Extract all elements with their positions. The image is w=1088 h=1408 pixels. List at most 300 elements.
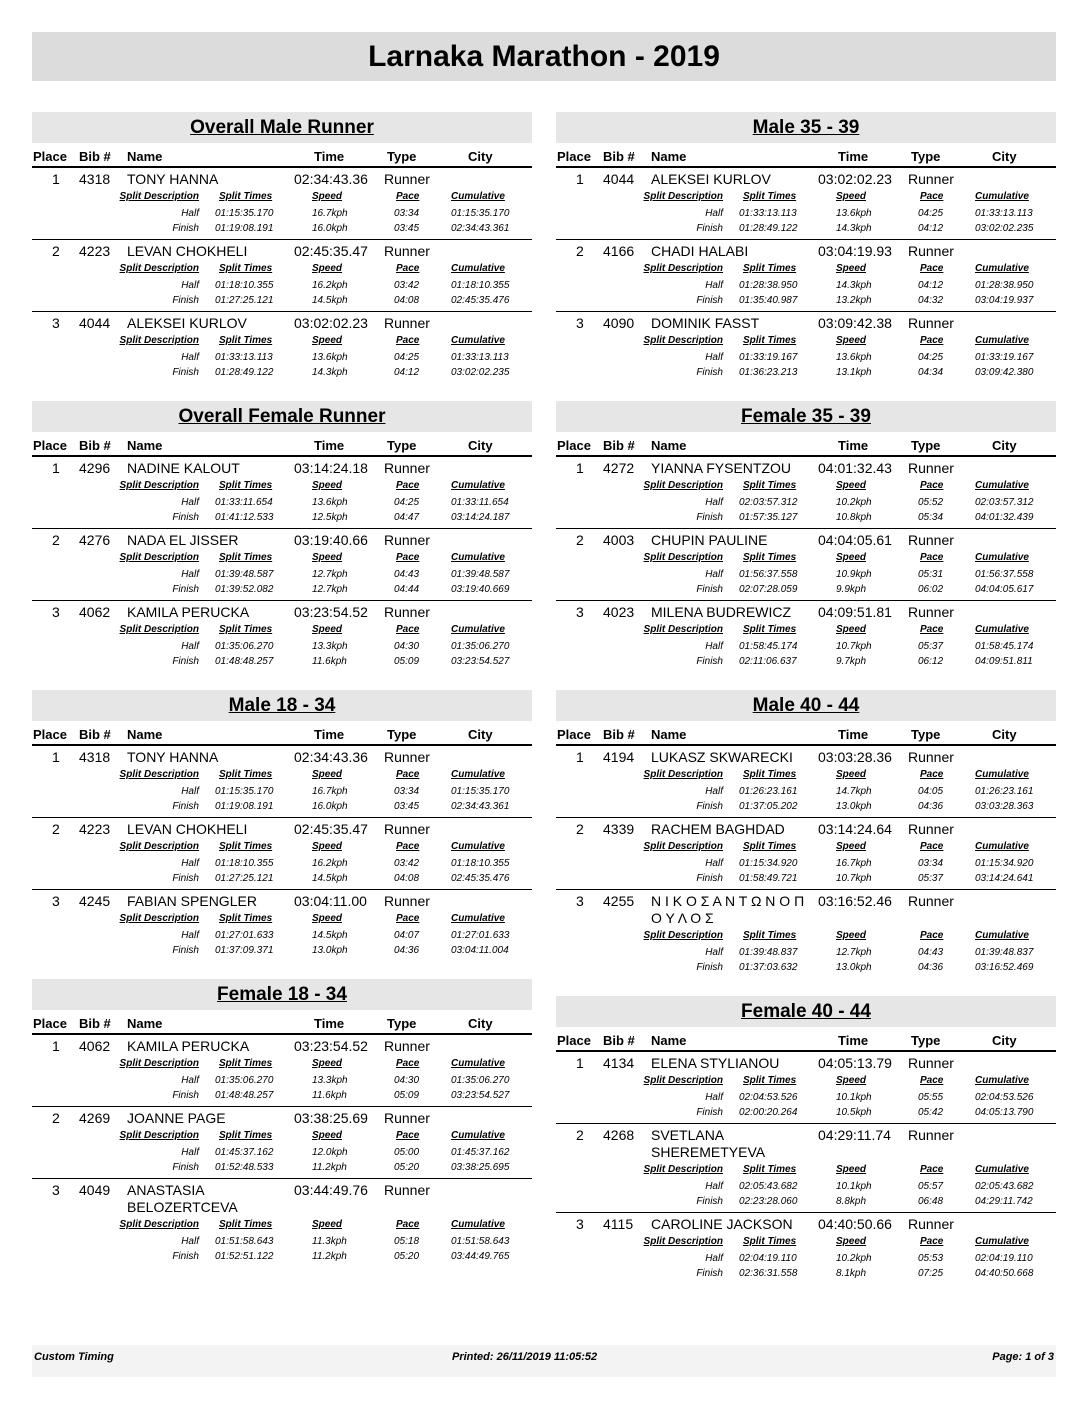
split-speed: 13.0kph — [312, 945, 348, 956]
split-label: Half — [705, 641, 723, 652]
place-value: 1 — [52, 171, 60, 187]
bib-value: 4296 — [79, 460, 111, 476]
category-section — [556, 996, 1056, 1284]
category-heading — [32, 690, 532, 721]
split-table — [556, 622, 1056, 672]
header-type: Type — [387, 727, 417, 742]
split-pace: 04:12 — [918, 223, 944, 234]
speed-header: Speed — [312, 913, 343, 924]
split-table — [556, 1162, 1056, 1212]
split-cumulative: 01:39:48.587 — [451, 569, 510, 580]
split-time: 01:56:37.558 — [739, 569, 798, 580]
result-entry — [556, 890, 1056, 978]
cumulative-header: Cumulative — [451, 913, 505, 924]
place-value: 3 — [52, 893, 60, 909]
footer-company: Custom Timing — [34, 1351, 114, 1363]
column-headers — [556, 432, 1056, 457]
split-desc-header: Split Description — [643, 1236, 723, 1247]
bib-value: 4090 — [603, 315, 635, 331]
split-pace: 04:43 — [394, 569, 420, 580]
column-headers — [32, 143, 532, 168]
split-header-row — [556, 767, 1056, 784]
split-row — [32, 206, 532, 221]
cumulative-header: Cumulative — [451, 1130, 505, 1141]
header-bib: Bib # — [79, 149, 111, 164]
split-cumulative: 03:23:54.527 — [451, 1090, 510, 1101]
cumulative-header: Cumulative — [451, 769, 505, 780]
type-value: Runner — [384, 604, 430, 620]
split-desc-header: Split Description — [643, 930, 723, 941]
time-value: 03:19:40.66 — [294, 532, 368, 548]
split-speed: 10.7kph — [836, 641, 872, 652]
header-name: Name — [127, 149, 163, 164]
split-row — [556, 856, 1056, 871]
split-times-header: Split Times — [219, 480, 273, 491]
speed-header: Speed — [312, 552, 343, 563]
split-time: 01:33:11.654 — [215, 497, 273, 508]
result-entry — [32, 529, 532, 601]
header-bib: Bib # — [603, 727, 635, 742]
time-value: 02:45:35.47 — [294, 243, 368, 259]
time-value: 04:04:05.61 — [818, 532, 892, 548]
split-cumulative: 03:02:02.235 — [975, 223, 1034, 234]
column-headers — [556, 1027, 1056, 1052]
type-value: Runner — [908, 315, 954, 331]
split-cumulative: 02:45:35.476 — [451, 873, 510, 884]
split-speed: 10.1kph — [836, 1181, 872, 1192]
place-value: 2 — [52, 532, 60, 548]
header-type: Type — [911, 1033, 941, 1048]
split-cumulative: 01:33:11.654 — [451, 497, 509, 508]
split-desc-header: Split Description — [643, 191, 723, 202]
split-times-header: Split Times — [219, 913, 273, 924]
result-entry — [32, 1107, 532, 1179]
category-heading — [556, 112, 1056, 143]
result-entry — [556, 746, 1056, 818]
cumulative-header: Cumulative — [975, 769, 1029, 780]
split-label: Half — [705, 569, 723, 580]
type-value: Runner — [384, 893, 430, 909]
split-time: 02:00:20.264 — [739, 1107, 798, 1118]
split-time: 01:28:49.122 — [739, 223, 798, 234]
split-time: 01:52:48.533 — [215, 1162, 274, 1173]
split-label: Finish — [696, 1107, 723, 1118]
time-value: 03:38:25.69 — [294, 1110, 368, 1126]
category-title: Male 40 - 44 — [752, 695, 860, 716]
split-label: Finish — [696, 367, 723, 378]
header-name: Name — [651, 727, 687, 742]
header-name: Name — [651, 438, 687, 453]
type-value: Runner — [384, 1038, 430, 1054]
result-row — [556, 168, 1056, 189]
split-cumulative: 04:40:50.668 — [975, 1268, 1034, 1279]
speed-header: Speed — [836, 930, 867, 941]
bib-value: 4044 — [603, 171, 635, 187]
pace-header: Pace — [396, 191, 420, 202]
split-cumulative: 01:56:37.558 — [975, 569, 1034, 580]
split-pace: 05:53 — [918, 1253, 944, 1264]
split-speed: 10.9kph — [836, 569, 872, 580]
split-speed: 16.2kph — [312, 280, 348, 291]
speed-header: Speed — [836, 769, 867, 780]
split-header-row — [32, 622, 532, 639]
footer-page: Page: 1 of 3 — [992, 1351, 1054, 1363]
pace-header: Pace — [920, 930, 944, 941]
split-time: 01:35:40.987 — [739, 295, 798, 306]
bib-value: 4255 — [603, 893, 635, 909]
split-pace: 04:05 — [918, 786, 944, 797]
time-value: 03:44:49.76 — [294, 1182, 368, 1198]
split-time: 01:18:10.355 — [215, 858, 274, 869]
bib-value: 4268 — [603, 1127, 635, 1143]
split-times-header: Split Times — [219, 552, 273, 563]
split-speed: 12.0kph — [312, 1147, 348, 1158]
runner-name: FABIAN SPENGLER — [127, 893, 257, 909]
split-desc-header: Split Description — [643, 1164, 723, 1175]
type-value: Runner — [908, 460, 954, 476]
cumulative-header: Cumulative — [975, 1164, 1029, 1175]
place-value: 2 — [576, 1127, 584, 1143]
place-value: 3 — [576, 315, 584, 331]
type-value: Runner — [384, 243, 430, 259]
split-label: Finish — [172, 873, 199, 884]
split-pace: 05:09 — [394, 656, 420, 667]
split-cumulative: 01:33:13.113 — [451, 352, 509, 363]
section-spacer — [556, 978, 1056, 996]
place-value: 2 — [52, 1110, 60, 1126]
runner-name: JOANNE PAGE — [127, 1110, 226, 1126]
time-value: 03:14:24.18 — [294, 460, 368, 476]
speed-header: Speed — [836, 1164, 867, 1175]
split-header-row — [556, 928, 1056, 945]
split-cumulative: 03:14:24.187 — [451, 512, 510, 523]
split-pace: 05:37 — [918, 641, 944, 652]
split-times-header: Split Times — [219, 335, 273, 346]
time-value: 04:29:11.74 — [818, 1127, 891, 1143]
split-table — [556, 1234, 1056, 1284]
place-value: 3 — [576, 893, 584, 909]
split-speed: 9.9kph — [836, 584, 867, 595]
split-table — [556, 1073, 1056, 1123]
runner-name: CHUPIN PAULINE — [651, 532, 768, 548]
split-label: Finish — [172, 1162, 199, 1173]
header-type: Type — [911, 438, 941, 453]
header-place: Place — [557, 727, 591, 742]
time-value: 02:45:35.47 — [294, 821, 368, 837]
split-speed: 13.6kph — [312, 497, 348, 508]
header-city: City — [992, 1033, 1017, 1048]
split-pace: 05:00 — [394, 1147, 420, 1158]
place-value: 1 — [576, 460, 584, 476]
split-row — [556, 960, 1056, 975]
split-label: Finish — [696, 223, 723, 234]
pace-header: Pace — [920, 335, 944, 346]
split-time: 01:45:37.162 — [215, 1147, 274, 1158]
header-bib: Bib # — [79, 727, 111, 742]
split-pace: 05:42 — [918, 1107, 944, 1118]
split-cumulative: 01:45:37.162 — [451, 1147, 510, 1158]
split-label: Half — [705, 1253, 723, 1264]
split-cumulative: 03:38:25.695 — [451, 1162, 510, 1173]
result-entry — [556, 312, 1056, 383]
split-label: Half — [705, 947, 723, 958]
split-row — [32, 1088, 532, 1103]
split-pace: 05:37 — [918, 873, 944, 884]
pace-header: Pace — [396, 769, 420, 780]
section-spacer — [556, 672, 1056, 690]
header-city: City — [992, 727, 1017, 742]
split-pace: 04:36 — [918, 801, 944, 812]
speed-header: Speed — [312, 841, 343, 852]
split-desc-header: Split Description — [643, 552, 723, 563]
split-speed: 14.5kph — [312, 873, 348, 884]
runner-name: ANASTASIA BELOZERTCEVA — [127, 1182, 238, 1215]
category-title: Male 35 - 39 — [752, 117, 860, 138]
split-time: 02:11:06.637 — [739, 656, 797, 667]
split-pace: 03:42 — [394, 858, 420, 869]
split-pace: 04:08 — [394, 295, 420, 306]
split-row — [556, 639, 1056, 654]
speed-header: Speed — [836, 191, 867, 202]
bib-value: 4044 — [79, 315, 111, 331]
type-value: Runner — [384, 315, 430, 331]
split-row — [32, 1234, 532, 1249]
place-value: 1 — [576, 1055, 584, 1071]
split-speed: 13.6kph — [836, 352, 872, 363]
result-row — [556, 601, 1056, 622]
column-headers — [32, 432, 532, 457]
split-speed: 13.1kph — [836, 367, 872, 378]
split-header-row — [556, 1234, 1056, 1251]
split-cumulative: 01:58:45.174 — [975, 641, 1034, 652]
split-label: Finish — [696, 512, 723, 523]
split-time: 01:28:38.950 — [739, 280, 798, 291]
pace-header: Pace — [396, 841, 420, 852]
category-heading — [556, 996, 1056, 1027]
time-value: 03:23:54.52 — [294, 1038, 368, 1054]
split-table — [32, 1217, 532, 1267]
bib-value: 4269 — [79, 1110, 111, 1126]
type-value: Runner — [908, 532, 954, 548]
runner-name: KAMILA PERUCKA — [127, 1038, 250, 1054]
result-entry — [556, 601, 1056, 672]
split-label: Finish — [696, 962, 723, 973]
bib-value: 4062 — [79, 604, 111, 620]
split-table — [556, 839, 1056, 889]
type-value: Runner — [384, 1182, 430, 1198]
result-entry — [32, 312, 532, 383]
split-label: Finish — [696, 1196, 723, 1207]
header-type: Type — [387, 149, 417, 164]
category-title: Overall Female Runner — [178, 406, 386, 427]
header-place: Place — [557, 1033, 591, 1048]
header-place: Place — [557, 438, 591, 453]
cumulative-header: Cumulative — [451, 841, 505, 852]
split-speed: 13.6kph — [312, 352, 348, 363]
split-time: 01:27:25.121 — [215, 295, 274, 306]
split-header-row — [32, 261, 532, 278]
header-time: Time — [314, 438, 345, 453]
split-speed: 10.2kph — [836, 1253, 872, 1264]
split-header-row — [32, 767, 532, 784]
header-city: City — [468, 1016, 493, 1031]
split-time: 01:19:08.191 — [215, 223, 274, 234]
split-time: 01:58:45.174 — [739, 641, 798, 652]
pace-header: Pace — [396, 913, 420, 924]
result-entry — [556, 529, 1056, 601]
split-times-header: Split Times — [743, 480, 797, 491]
type-value: Runner — [908, 821, 954, 837]
split-times-header: Split Times — [743, 930, 797, 941]
result-row — [556, 457, 1056, 478]
speed-header: Speed — [836, 1075, 867, 1086]
header-bib: Bib # — [603, 1033, 635, 1048]
split-speed: 10.2kph — [836, 497, 872, 508]
pace-header: Pace — [396, 263, 420, 274]
cumulative-header: Cumulative — [451, 191, 505, 202]
split-cumulative: 03:03:28.363 — [975, 801, 1034, 812]
header-place: Place — [557, 149, 591, 164]
split-header-row — [556, 261, 1056, 278]
split-header-row — [32, 333, 532, 350]
split-label: Finish — [172, 295, 199, 306]
split-table — [556, 928, 1056, 978]
split-label: Half — [181, 930, 199, 941]
split-row — [556, 945, 1056, 960]
split-speed: 12.7kph — [836, 947, 872, 958]
pace-header: Pace — [920, 263, 944, 274]
cumulative-header: Cumulative — [451, 480, 505, 491]
bib-value: 4223 — [79, 243, 111, 259]
split-speed: 11.3kph — [312, 1236, 347, 1247]
split-pace: 04:30 — [394, 1075, 420, 1086]
split-cumulative: 02:05:43.682 — [975, 1181, 1034, 1192]
split-row — [32, 856, 532, 871]
split-cumulative: 04:09:51.811 — [975, 656, 1033, 667]
header-time: Time — [838, 438, 869, 453]
split-cumulative: 01:15:35.170 — [451, 786, 510, 797]
split-cumulative: 01:33:19.167 — [975, 352, 1034, 363]
split-speed: 16.2kph — [312, 858, 348, 869]
result-row — [32, 1107, 532, 1128]
split-speed: 12.5kph — [312, 512, 348, 523]
split-cumulative: 01:18:10.355 — [451, 280, 510, 291]
split-speed: 16.0kph — [312, 801, 348, 812]
split-label: Finish — [172, 367, 199, 378]
split-label: Half — [181, 1147, 199, 1158]
place-value: 3 — [52, 604, 60, 620]
bib-value: 4134 — [603, 1055, 635, 1071]
split-desc-header: Split Description — [643, 335, 723, 346]
result-row — [556, 1213, 1056, 1234]
split-header-row — [556, 478, 1056, 495]
split-table — [32, 333, 532, 383]
time-value: 03:16:52.46 — [818, 893, 892, 909]
split-pace: 04:12 — [394, 367, 420, 378]
split-header-row — [556, 1162, 1056, 1179]
split-speed: 11.2kph — [312, 1251, 347, 1262]
header-place: Place — [33, 1016, 67, 1031]
header-time: Time — [314, 1016, 345, 1031]
split-times-header: Split Times — [219, 191, 273, 202]
split-label: Half — [705, 858, 723, 869]
header-type: Type — [387, 1016, 417, 1031]
time-value: 04:05:13.79 — [818, 1055, 892, 1071]
split-desc-header: Split Description — [119, 552, 199, 563]
split-desc-header: Split Description — [119, 769, 199, 780]
split-table — [556, 550, 1056, 600]
result-row — [32, 457, 532, 478]
split-pace: 05:31 — [918, 569, 944, 580]
split-time: 01:36:23.213 — [739, 367, 798, 378]
category-title: Female 35 - 39 — [741, 406, 871, 427]
split-header-row — [556, 839, 1056, 856]
runner-name: KAMILA PERUCKA — [127, 604, 250, 620]
pace-header: Pace — [396, 1058, 420, 1069]
runner-name: TONY HANNA — [127, 171, 219, 187]
split-cumulative: 03:44:49.765 — [451, 1251, 510, 1262]
split-label: Half — [181, 1236, 199, 1247]
split-times-header: Split Times — [219, 769, 273, 780]
split-cumulative: 04:29:11.742 — [975, 1196, 1033, 1207]
cumulative-header: Cumulative — [975, 624, 1029, 635]
bib-value: 4049 — [79, 1182, 111, 1198]
split-speed: 9.7kph — [836, 656, 867, 667]
type-value: Runner — [908, 749, 954, 765]
split-speed: 13.2kph — [836, 295, 872, 306]
split-pace: 06:02 — [918, 584, 944, 595]
speed-header: Speed — [312, 769, 343, 780]
header-time: Time — [314, 727, 345, 742]
split-label: Half — [181, 569, 199, 580]
result-entry — [556, 1213, 1056, 1284]
split-pace: 04:30 — [394, 641, 420, 652]
speed-header: Speed — [836, 841, 867, 852]
result-entry — [32, 601, 532, 672]
split-speed: 11.6kph — [312, 656, 347, 667]
split-time: 01:41:12.533 — [215, 512, 274, 523]
time-value: 03:03:28.36 — [818, 749, 892, 765]
split-label: Finish — [172, 1251, 199, 1262]
split-pace: 05:34 — [918, 512, 944, 523]
split-desc-header: Split Description — [119, 1058, 199, 1069]
split-time: 01:39:48.837 — [739, 947, 798, 958]
split-speed: 13.0kph — [836, 801, 872, 812]
result-row — [556, 312, 1056, 333]
split-pace: 03:42 — [394, 280, 420, 291]
result-row — [32, 168, 532, 189]
split-header-row — [32, 1217, 532, 1234]
split-times-header: Split Times — [743, 1236, 797, 1247]
split-speed: 11.2kph — [312, 1162, 347, 1173]
cumulative-header: Cumulative — [975, 263, 1029, 274]
split-label: Half — [705, 1181, 723, 1192]
pace-header: Pace — [920, 480, 944, 491]
type-value: Runner — [908, 893, 954, 909]
split-label: Half — [181, 1075, 199, 1086]
speed-header: Speed — [312, 263, 343, 274]
split-pace: 05:20 — [394, 1251, 420, 1262]
result-row — [32, 1035, 532, 1056]
place-value: 1 — [52, 460, 60, 476]
bib-value: 4276 — [79, 532, 111, 548]
split-row — [556, 1194, 1056, 1209]
result-row — [32, 312, 532, 333]
header-bib: Bib # — [603, 438, 635, 453]
bib-value: 4115 — [603, 1216, 634, 1232]
split-cumulative: 01:39:48.837 — [975, 947, 1034, 958]
pace-header: Pace — [920, 552, 944, 563]
